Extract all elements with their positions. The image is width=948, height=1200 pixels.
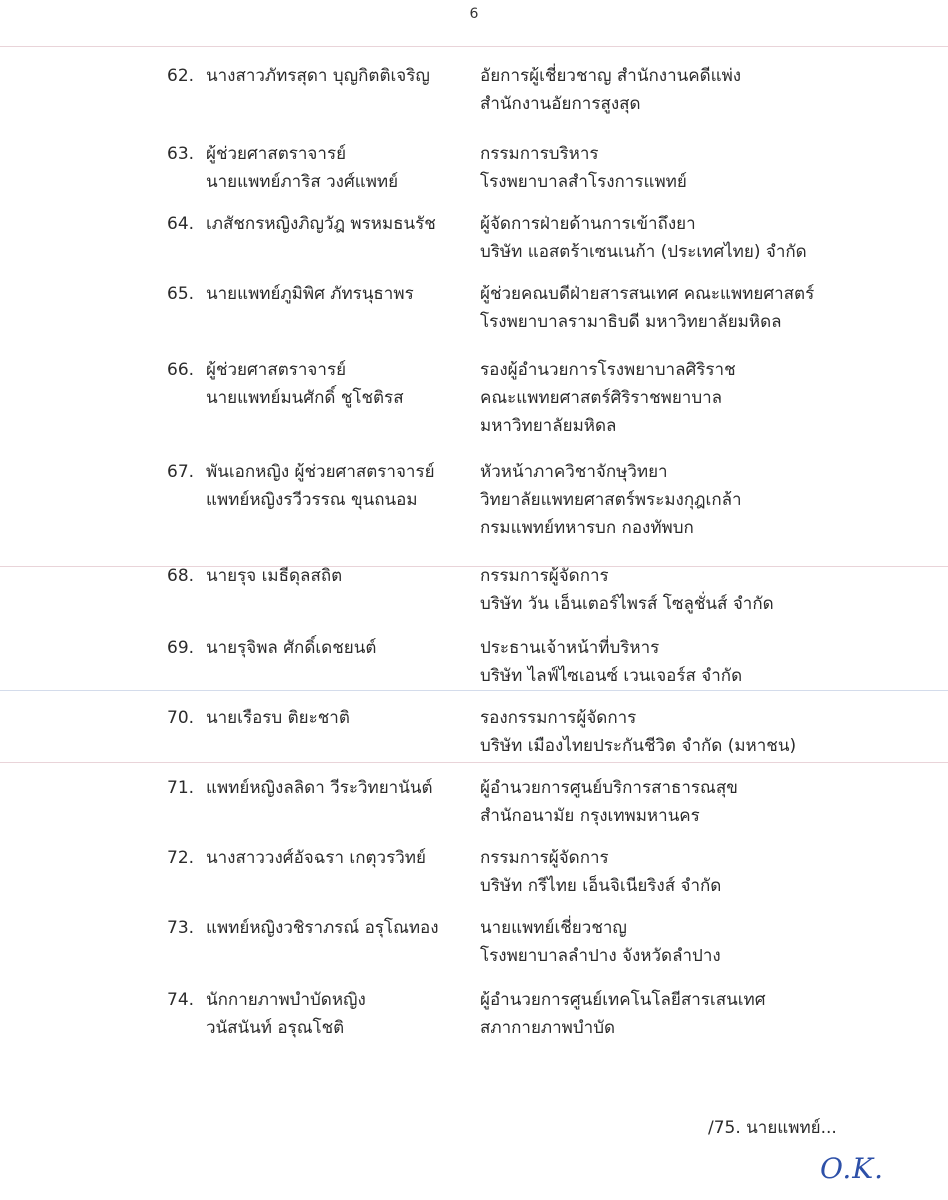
member-position-line: กรมแพทย์ทหารบก กองทัพบก (480, 518, 694, 538)
member-name-line: ผู้ช่วยศาสตราจารย์ (206, 144, 347, 164)
scan-artifact-line (0, 566, 948, 567)
member-name-line: นายเรือรบ ติยะชาติ (206, 708, 350, 728)
member-name-line: แพทย์หญิงรวีวรรณ ขุนถนอม (206, 490, 418, 510)
entry-number: 63. (167, 144, 195, 164)
member-position-line: โรงพยาบาลรามาธิบดี มหาวิทยาลัยมหิดล (480, 312, 782, 332)
member-position-line: บริษัท วัน เอ็นเตอร์ไพรส์ โซลูชั่นส์ จำกัด (480, 594, 774, 614)
entry-number: 66. (167, 360, 195, 380)
entry-number: 65. (167, 284, 195, 304)
entry-number: 71. (167, 778, 195, 798)
entry-number: 70. (167, 708, 195, 728)
entry-number: 68. (167, 566, 195, 586)
member-position-line: โรงพยาบาลลำปาง จังหวัดลำปาง (480, 946, 721, 966)
entry-number: 69. (167, 638, 195, 658)
member-name-line: เภสัชกรหญิงภิญวัฎ พรหมธนรัช (206, 214, 436, 234)
entry-number: 64. (167, 214, 195, 234)
member-position-line: กรรมการบริหาร (480, 144, 599, 164)
member-name-line: วนัสนันท์ อรุณโชติ (206, 1018, 345, 1038)
member-position-line: ประธานเจ้าหน้าที่บริหาร (480, 638, 660, 658)
member-name-line: นางสาวภัทรสุดา บุญกิตติเจริญ (206, 66, 430, 86)
member-position-line: บริษัท กรีไทย เอ็นจิเนียริงส์ จำกัด (480, 876, 722, 896)
member-position-line: รองกรรมการผู้จัดการ (480, 708, 637, 728)
member-name-line: นางสาววงศ์อัจฉรา เกตุวรวิทย์ (206, 848, 426, 868)
entry-number: 73. (167, 918, 195, 938)
entry-number: 72. (167, 848, 195, 868)
member-position-line: ผู้อำนวยการศูนย์บริการสาธารณสุข (480, 778, 738, 798)
member-name-line: นายรุจ เมธีดุลสถิต (206, 566, 343, 586)
entry-number: 62. (167, 66, 195, 86)
member-position-line: กรรมการผู้จัดการ (480, 566, 609, 586)
member-position-line: สำนักงานอัยการสูงสุด (480, 94, 641, 114)
handwritten-initials: O.K. (820, 1152, 885, 1185)
member-name-line: พันเอกหญิง ผู้ช่วยศาสตราจารย์ (206, 462, 435, 482)
scan-artifact-line (0, 762, 948, 763)
member-name-line: นายรุจิพล ศักดิ์เดชยนต์ (206, 638, 377, 658)
member-position-line: สำนักอนามัย กรุงเทพมหานคร (480, 806, 700, 826)
scan-artifact-line (0, 46, 948, 47)
member-name-line: นายแพทย์มนศักดิ์ ชูโชติรส (206, 388, 404, 408)
member-position-line: หัวหน้าภาควิชาจักษุวิทยา (480, 462, 668, 482)
member-position-line: กรรมการผู้จัดการ (480, 848, 609, 868)
member-position-line: มหาวิทยาลัยมหิดล (480, 416, 617, 436)
member-position-line: วิทยาลัยแพทยศาสตร์พระมงกุฎเกล้า (480, 490, 742, 510)
member-name-line: ผู้ช่วยศาสตราจารย์ (206, 360, 347, 380)
entry-number: 74. (167, 990, 195, 1010)
member-position-line: บริษัท แอสตร้าเซนเนก้า (ประเทศไทย) จำกัด (480, 242, 807, 262)
member-position-line: คณะแพทยศาสตร์ศิริราชพยาบาล (480, 388, 723, 408)
member-name-line: แพทย์หญิงลลิดา วีระวิทยานันต์ (206, 778, 433, 798)
member-position-line: บริษัท ไลฟ์ไซเอนซ์ เวนเจอร์ส จำกัด (480, 666, 743, 686)
continuation-note: /75. นายแพทย์... (708, 1118, 837, 1138)
member-position-line: อัยการผู้เชี่ยวชาญ สำนักงานคดีแพ่ง (480, 66, 742, 86)
member-position-line: โรงพยาบาลสำโรงการแพทย์ (480, 172, 687, 192)
member-position-line: สภากายภาพบำบัด (480, 1018, 616, 1038)
member-name-line: แพทย์หญิงวชิราภรณ์ อรุโณทอง (206, 918, 439, 938)
member-position-line: รองผู้อำนวยการโรงพยาบาลศิริราช (480, 360, 736, 380)
member-name-line: นักกายภาพบำบัดหญิง (206, 990, 366, 1010)
member-name-line: นายแพทย์ภาริส วงศ์แพทย์ (206, 172, 399, 192)
member-name-line: นายแพทย์ภูมิพิศ ภัทรนุธาพร (206, 284, 414, 304)
member-position-line: ผู้อำนวยการศูนย์เทคโนโลยีสารเสนเทศ (480, 990, 766, 1010)
page-number: 6 (469, 6, 479, 22)
member-position-line: ผู้จัดการฝ่ายด้านการเข้าถึงยา (480, 214, 696, 234)
entry-number: 67. (167, 462, 195, 482)
member-position-line: ผู้ช่วยคณบดีฝ่ายสารสนเทศ คณะแพทยศาสตร์ (480, 284, 815, 304)
member-position-line: นายแพทย์เชี่ยวชาญ (480, 918, 627, 938)
member-position-line: บริษัท เมืองไทยประกันชีวิต จำกัด (มหาชน) (480, 736, 797, 756)
scan-artifact-line (0, 690, 948, 691)
